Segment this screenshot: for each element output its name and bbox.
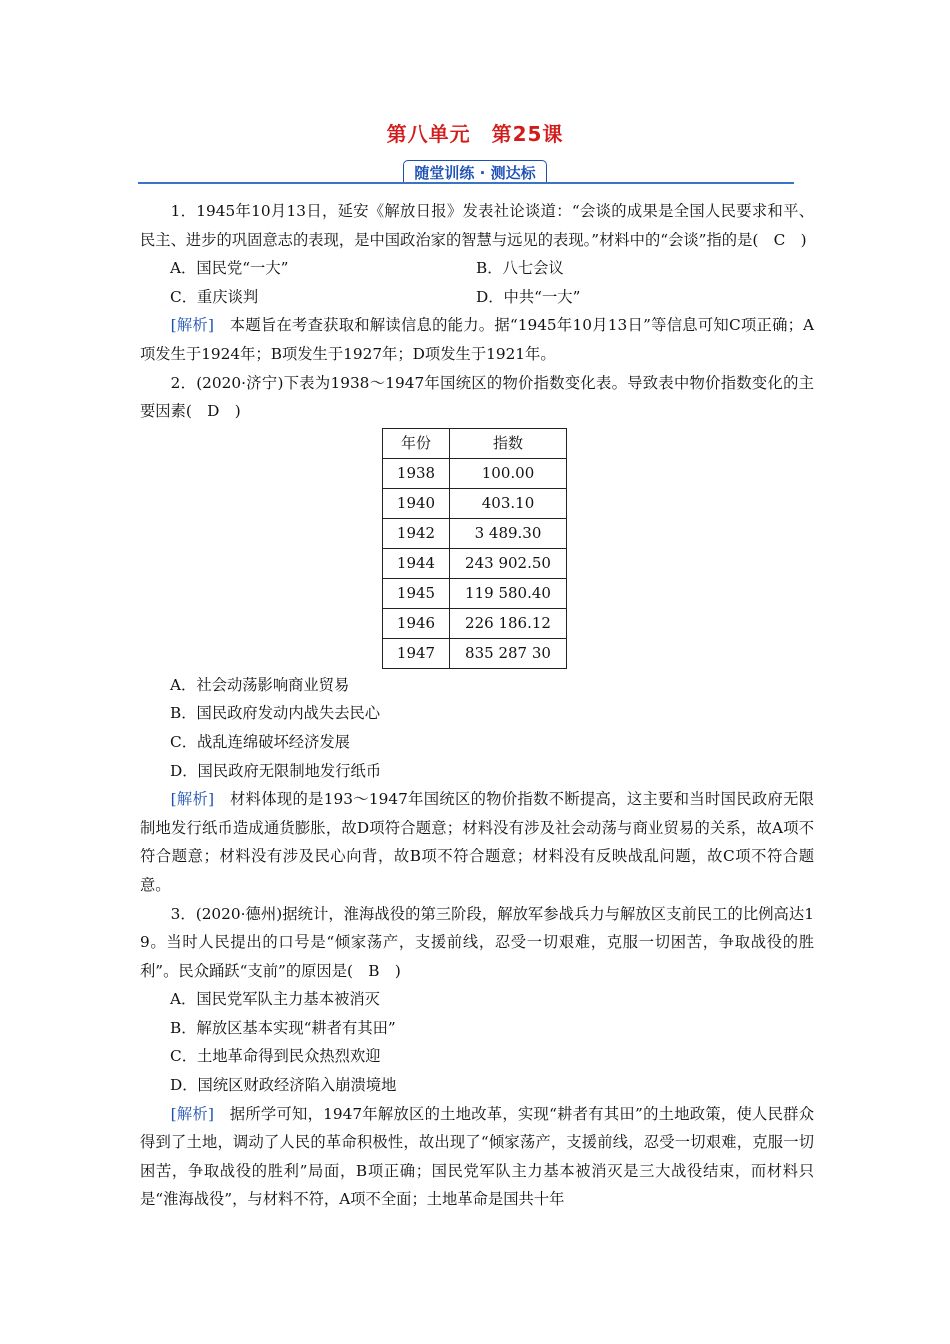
table-cell-year: 1940 — [383, 488, 450, 518]
q1-option-d: D．中共“一大” — [476, 287, 581, 306]
table-cell-index: 403.10 — [450, 488, 567, 518]
table-cell-year: 1946 — [383, 608, 450, 638]
table-cell-index: 119 580.40 — [450, 578, 567, 608]
q1-option-c: C．重庆谈判 — [170, 287, 259, 306]
q2-option-b: B．国民政府发动内战失去民心 — [170, 704, 381, 723]
table-row — [383, 638, 567, 668]
title-divider — [138, 182, 794, 184]
table-header-row — [383, 428, 567, 458]
table-row — [383, 488, 567, 518]
section-subtitle: 随堂训练 · 测达标 — [403, 160, 546, 184]
table-row — [383, 578, 567, 608]
question-2-analysis — [140, 785, 814, 899]
price-index-table — [382, 428, 567, 669]
analysis-text: 材料体现的是193～1947年国统区的物价指数不断提高，这主要和当时国民政府无限制地发行纸币造成通货膨胀，故D项符合题意；材料没有涉及社会动荡与商业贸易的关系，故A项不符合题意；材料没有涉及民心向背，故B项不符合题意；材料没有反映战乱问题，故C项不符合题意。 — [140, 790, 814, 894]
analysis-text: 据所学可知，1947年解放区的土地改革，实现“耕者有其田”的土地政策，使人民群众得到了土地，调动了人民的革命积极性，故出现了“倾家荡产，支援前线，忍受一切艰难，克服一切困苦，争取战役的胜利”局面，B项正确；国民党军队主力基本被消灭是三大战役结束，而材料只是“淮海战役”，与材料不符，A项不全面；土地革命是国共十年 — [140, 1104, 814, 1209]
question-3-analysis — [140, 1100, 814, 1214]
table-cell-year: 1945 — [383, 578, 450, 608]
table-row — [383, 608, 567, 638]
q1-option-a: A．国民党“一大” — [170, 259, 289, 278]
question-3-stem: 3．(2020·德州)据统计，淮海战役的第三阶段，解放军参战兵力与解放区支前民工的比例高达1 9。当时人民提出的口号是“倾家荡产，支援前线，忍受一切艰难，克服一切困苦，争取战役的胜利”。民众踊跃“支前”的原因是( B ) — [140, 904, 830, 980]
table-header-year: 年份 — [383, 428, 450, 458]
table-row — [383, 458, 567, 488]
question-1-analysis — [140, 311, 814, 368]
question-1-stem: 1．1945年10月13日，延安《解放日报》发表社论谈道：“会谈的成果是全国人民要求和平、民主、进步的巩固意志的表现，是中国政治家的智慧与远见的表现。”材料中的“会谈”指的是( C ) — [140, 202, 814, 249]
q2-option-c: C．战乱连绵破坏经济发展 — [170, 732, 350, 751]
table-row — [383, 518, 567, 548]
q3-option-d: D．国统区财政经济陷入崩溃境地 — [170, 1076, 397, 1095]
table-header-index: 指数 — [450, 428, 567, 458]
q1-option-b: B．八七会议 — [476, 259, 564, 278]
analysis-tag: [解析] — [170, 790, 215, 809]
table-cell-year: 1942 — [383, 518, 450, 548]
analysis-tag: [解析] — [170, 316, 214, 335]
q3-option-a: A．国民党军队主力基本被消灭 — [170, 990, 380, 1009]
table-cell-year: 1938 — [383, 458, 450, 488]
analysis-text: 本题旨在考查获取和解读信息的能力。据“1945年10月13日”等信息可知C项正确；A项发生于1924年；B项发生于1927年；D项发生于1921年。 — [140, 316, 814, 363]
table-cell-index: 100.00 — [450, 458, 567, 488]
q2-option-d: D．国民政府无限制地发行纸币 — [170, 761, 382, 780]
table-cell-index: 3 489.30 — [450, 518, 567, 548]
q3-option-c: C．土地革命得到民众热烈欢迎 — [170, 1047, 381, 1066]
question-2-stem: 2．(2020·济宁)下表为1938～1947年国统区的物价指数变化表。导致表中物价指数变化的主要因素( D ) — [140, 373, 814, 421]
table-cell-year: 1947 — [383, 638, 450, 668]
table-row — [383, 548, 567, 578]
q2-option-a: A．社会动荡影响商业贸易 — [170, 675, 350, 694]
page-title: 第八单元 第25课 — [386, 122, 564, 146]
table-cell-year: 1944 — [383, 548, 450, 578]
table-cell-index: 835 287 30 — [450, 638, 567, 668]
question-content — [140, 197, 830, 1214]
q3-option-b: B．解放区基本实现“耕者有其田” — [170, 1018, 396, 1037]
table-cell-index: 243 902.50 — [450, 548, 567, 578]
analysis-tag: [解析] — [170, 1104, 214, 1123]
table-cell-index: 226 186.12 — [450, 608, 567, 638]
